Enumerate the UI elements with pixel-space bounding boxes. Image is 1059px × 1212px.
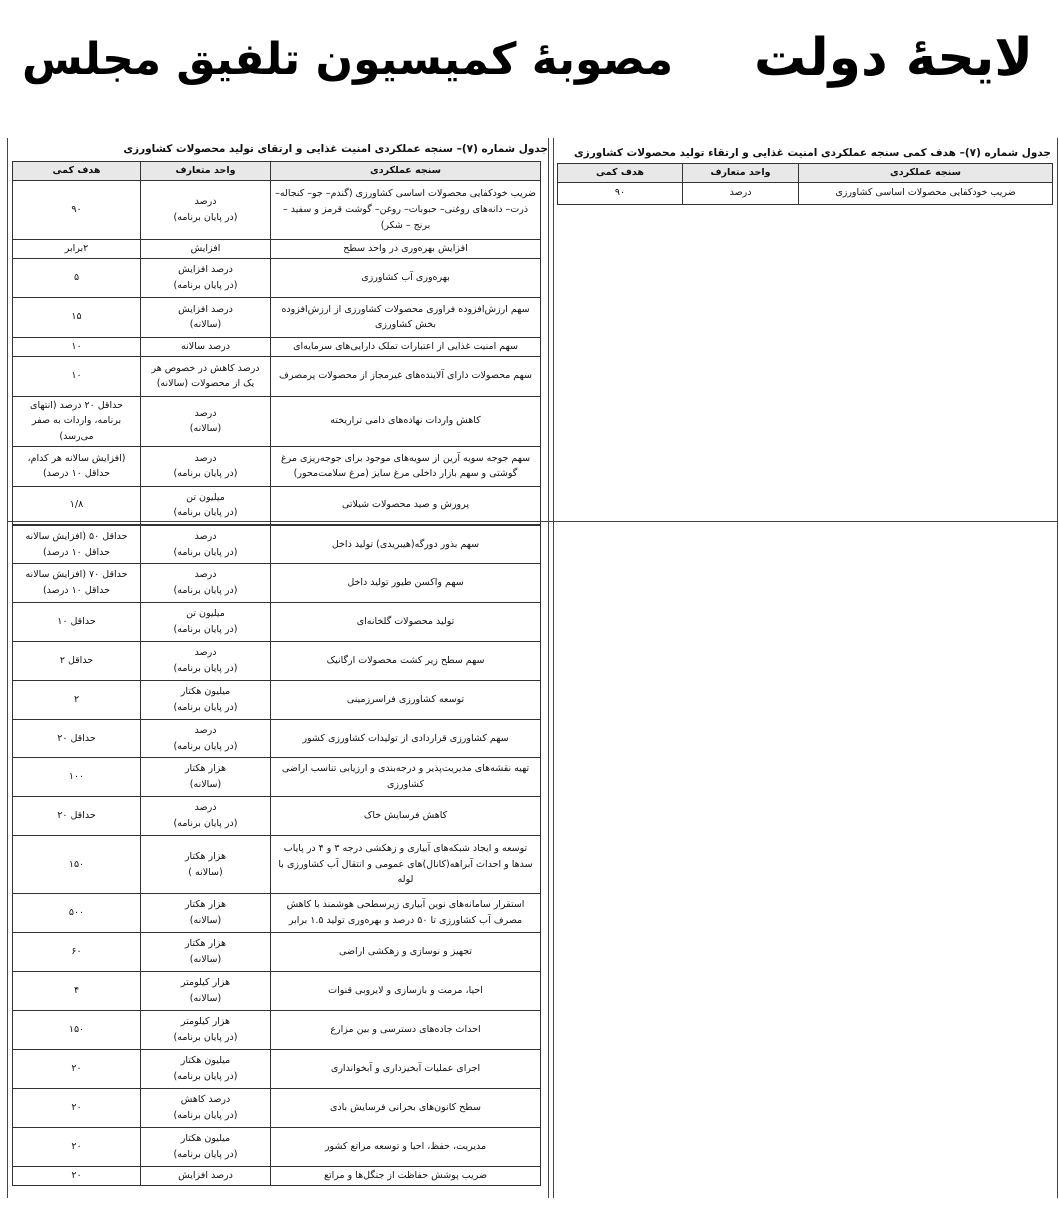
header-metric: سنجه عملکردی — [271, 162, 541, 181]
unit-cell: هزار هکتار (سالانه) — [141, 894, 271, 933]
government-bill-heading: لایحهٔ دولت — [754, 28, 1033, 88]
center-frame-line — [548, 138, 549, 1198]
table-row — [13, 1011, 541, 1050]
unit-cell: درصد (در پایان برنامه) — [141, 446, 271, 486]
parliament-table-part2 — [12, 525, 541, 1186]
metric-cell: سهم واکسن طیور تولید داخل — [271, 564, 541, 603]
table-row — [13, 258, 541, 297]
metric-cell: ضریب پوشش حفاظت از جنگل‌ها و مراتع — [271, 1167, 541, 1186]
metric-cell: اجرای عملیات آبخیزداری و آبخوانداری — [271, 1050, 541, 1089]
metric-cell: استقرار سامانه‌های نوین آبیاری زیرسطحی هوشمند با کاهش مصرف آب کشاورزی تا ۵۰ درصد و بهره‌وری تولید ۱.۵ برابر — [271, 894, 541, 933]
metric-cell: بهره‌وری آب کشاورزی — [271, 258, 541, 297]
table-row — [13, 396, 541, 446]
metric-cell: سهم کشاورزی قراردادی از تولیدات کشاورزی کشور — [271, 720, 541, 758]
target-cell: ۲ — [13, 681, 141, 720]
unit-cell: درصد کاهش (در پایان برنامه) — [141, 1089, 271, 1128]
unit-cell: درصد (در پایان برنامه) — [141, 642, 271, 681]
metric-cell: کاهش فرسایش خاک — [271, 797, 541, 836]
metric-cell: سهم جوجه سویه آرین از سویه‌های موجود برای جوجه‌ریزی مرغ گوشتی و سهم بازار داخلی مرغ سایز (مرغ سلامت‌محور) — [271, 446, 541, 486]
unit-cell: میلیون تن (در پایان برنامه) — [141, 486, 271, 524]
target-cell: ۱۵۰ — [13, 836, 141, 894]
unit-cell: افزایش — [141, 239, 271, 258]
metric-cell: ضریب خودکفایی محصولات اساسی کشاورزی — [799, 182, 1053, 204]
table-row — [13, 446, 541, 486]
unit-cell: درصد سالانه — [141, 337, 271, 356]
target-cell: ۱۵ — [13, 297, 141, 337]
parliament-approval-heading: مصوبهٔ کمیسیون تلفیق مجلس — [22, 34, 674, 85]
unit-cell: میلیون تن (در پایان برنامه) — [141, 603, 271, 642]
table-row — [558, 182, 1053, 204]
table-row — [13, 356, 541, 396]
metric-cell: ضریب خودکفایی محصولات اساسی کشاورزی (گندم– جو– کنجاله– ذرت– دانه‌های روغنی– حبوبات– روغن– گوشت قرمز و سفید –برنج – شکر) — [271, 180, 541, 239]
header-target: هدف کمی — [13, 162, 141, 181]
metric-cell: مدیریت، حفظ، احیا و توسعه مراتع کشور — [271, 1128, 541, 1167]
table-row — [13, 797, 541, 836]
metric-cell: تجهیز و نوسازی و زهکشی اراضی — [271, 933, 541, 972]
unit-cell: درصد (در پایان برنامه) — [141, 564, 271, 603]
table-row — [13, 603, 541, 642]
unit-cell: درصد (در پایان برنامه) — [141, 720, 271, 758]
unit-cell: هزار هکتار (سالانه ) — [141, 836, 271, 894]
table-row — [13, 933, 541, 972]
table-row — [13, 239, 541, 258]
target-cell: ۵ — [13, 258, 141, 297]
parliament-table-header-row — [13, 162, 541, 181]
target-cell: ۲۰ — [13, 1167, 141, 1186]
target-cell: ۵۰۰ — [13, 894, 141, 933]
target-cell: ۱۰ — [13, 356, 141, 396]
target-cell: (افزایش سالانه هر کدام، حداقل ۱۰ درصد) — [13, 446, 141, 486]
header-unit: واحد متعارف — [141, 162, 271, 181]
table-row — [13, 758, 541, 797]
target-cell: ۲برابر — [13, 239, 141, 258]
header-target: هدف کمی — [558, 164, 683, 183]
metric-cell: سهم سطح زیر کشت محصولات ارگانیک — [271, 642, 541, 681]
metric-cell: توسعه و ایجاد شبکه‌های آبیاری و زهکشی درجه ۳ و ۴ در پایاب سدها و احداث آبراهه(کانال)های عمومی و انتقال آب کشاورزی با لوله — [271, 836, 541, 894]
metric-cell: کاهش واردات نهاده‌های دامی تراریخته — [271, 396, 541, 446]
target-cell: ۱۰۰ — [13, 758, 141, 797]
parliament-table-part1 — [12, 161, 541, 525]
target-cell: ۱/۸ — [13, 486, 141, 524]
target-cell: حداقل ۲۰ درصد (انتهای برنامه، واردات به صفر می‌رسد) — [13, 396, 141, 446]
government-table-caption: جدول شماره (۷)– هدف کمی سنجه عملکردی امنیت غذایی و ارتقاء تولید محصولات کشاورزی — [574, 147, 1051, 159]
target-cell: ۶۰ — [13, 933, 141, 972]
metric-cell: سهم امنیت غذایی از اعتبارات تملک دارایی‌های سرمایه‌ای — [271, 337, 541, 356]
unit-cell: هزار کیلومتر (در پایان برنامه) — [141, 1011, 271, 1050]
target-cell: حداقل ۱۰ — [13, 603, 141, 642]
unit-cell: درصد (سالانه) — [141, 396, 271, 446]
unit-cell: میلیون هکتار (در پایان برنامه) — [141, 1128, 271, 1167]
header-unit: واحد متعارف — [683, 164, 799, 183]
unit-cell: درصد — [683, 182, 799, 204]
target-cell: ۲۰ — [13, 1128, 141, 1167]
metric-cell: پرورش و صید محصولات شیلاتی — [271, 486, 541, 524]
table-row — [13, 564, 541, 603]
table-row — [13, 642, 541, 681]
target-cell: ۹۰ — [558, 182, 683, 204]
target-cell: ۹۰ — [13, 180, 141, 239]
left-frame-line — [7, 138, 8, 1198]
target-cell: حداقل ۵۰ (افزایش سالانه حداقل ۱۰ درصد) — [13, 526, 141, 564]
table-row — [13, 1167, 541, 1186]
metric-cell: سهم بذور دورگه(هیبریدی) تولید داخل — [271, 526, 541, 564]
unit-cell: درصد افزایش (سالانه) — [141, 297, 271, 337]
unit-cell: درصد (در پایان برنامه) — [141, 180, 271, 239]
metric-cell: تهیه نقشه‌های مدیریت‌پذیر و درجه‌بندی و ارزیابی تناسب اراضی کشاورزی — [271, 758, 541, 797]
table-row — [13, 894, 541, 933]
target-cell: حداقل ۷۰ (افزایش سالانه حداقل ۱۰ درصد) — [13, 564, 141, 603]
unit-cell: هزار هکتار (سالانه) — [141, 758, 271, 797]
government-table — [557, 163, 1053, 205]
right-frame-line — [1057, 138, 1058, 1198]
table-row — [13, 720, 541, 758]
parliament-table-caption: جدول شماره (۷)– سنجه عملکردی امنیت غذایی و ارتقای تولید محصولات کشاورزی — [123, 143, 548, 155]
metric-cell: سهم محصولات دارای آلاینده‌های غیرمجاز از محصولات پرمصرف — [271, 356, 541, 396]
unit-cell: هزار کیلومتر (سالانه) — [141, 972, 271, 1011]
table-row — [13, 526, 541, 564]
target-cell: ۱۰ — [13, 337, 141, 356]
table-row — [13, 1089, 541, 1128]
target-cell: ۲۰ — [13, 1089, 141, 1128]
unit-cell: میلیون هکتار (در پایان برنامه) — [141, 681, 271, 720]
metric-cell: افزایش بهره‌وری در واحد سطح — [271, 239, 541, 258]
table-row — [13, 836, 541, 894]
metric-cell: تولید محصولات گلخانه‌ای — [271, 603, 541, 642]
header-metric: سنجه عملکردی — [799, 164, 1053, 183]
target-cell: ۲۰ — [13, 1050, 141, 1089]
metric-cell: سهم ارزش‌افزوده فراوری محصولات کشاورزی از ارزش‌افزوده بخش کشاورزی — [271, 297, 541, 337]
target-cell: حداقل ۲۰ — [13, 797, 141, 836]
unit-cell: هزار هکتار (سالانه) — [141, 933, 271, 972]
target-cell: ۴ — [13, 972, 141, 1011]
metric-cell: احیا، مرمت و بازسازی و لایروبی قنوات — [271, 972, 541, 1011]
metric-cell: توسعه کشاورزی فراسرزمینی — [271, 681, 541, 720]
unit-cell: میلیون هکتار (در پایان برنامه) — [141, 1050, 271, 1089]
unit-cell: درصد کاهش در خصوص هر یک از محصولات (سالانه) — [141, 356, 271, 396]
table-row — [13, 1128, 541, 1167]
unit-cell: درصد افزایش (در پایان برنامه) — [141, 258, 271, 297]
table-row — [13, 972, 541, 1011]
government-table-header-row — [558, 164, 1053, 183]
table-row — [13, 486, 541, 524]
center-frame-line-2 — [553, 138, 554, 1198]
target-cell: حداقل ۲۰ — [13, 720, 141, 758]
table-row — [13, 1050, 541, 1089]
unit-cell: درصد (در پایان برنامه) — [141, 526, 271, 564]
unit-cell: درصد افزایش — [141, 1167, 271, 1186]
table-row — [13, 180, 541, 239]
unit-cell: درصد (در پایان برنامه) — [141, 797, 271, 836]
target-cell: حداقل ۲ — [13, 642, 141, 681]
metric-cell: احداث جاده‌های دسترسی و بین مزارع — [271, 1011, 541, 1050]
table-row — [13, 681, 541, 720]
metric-cell: سطح کانون‌های بحرانی فرسایش بادی — [271, 1089, 541, 1128]
target-cell: ۱۵۰ — [13, 1011, 141, 1050]
table-row — [13, 337, 541, 356]
table-row — [13, 297, 541, 337]
